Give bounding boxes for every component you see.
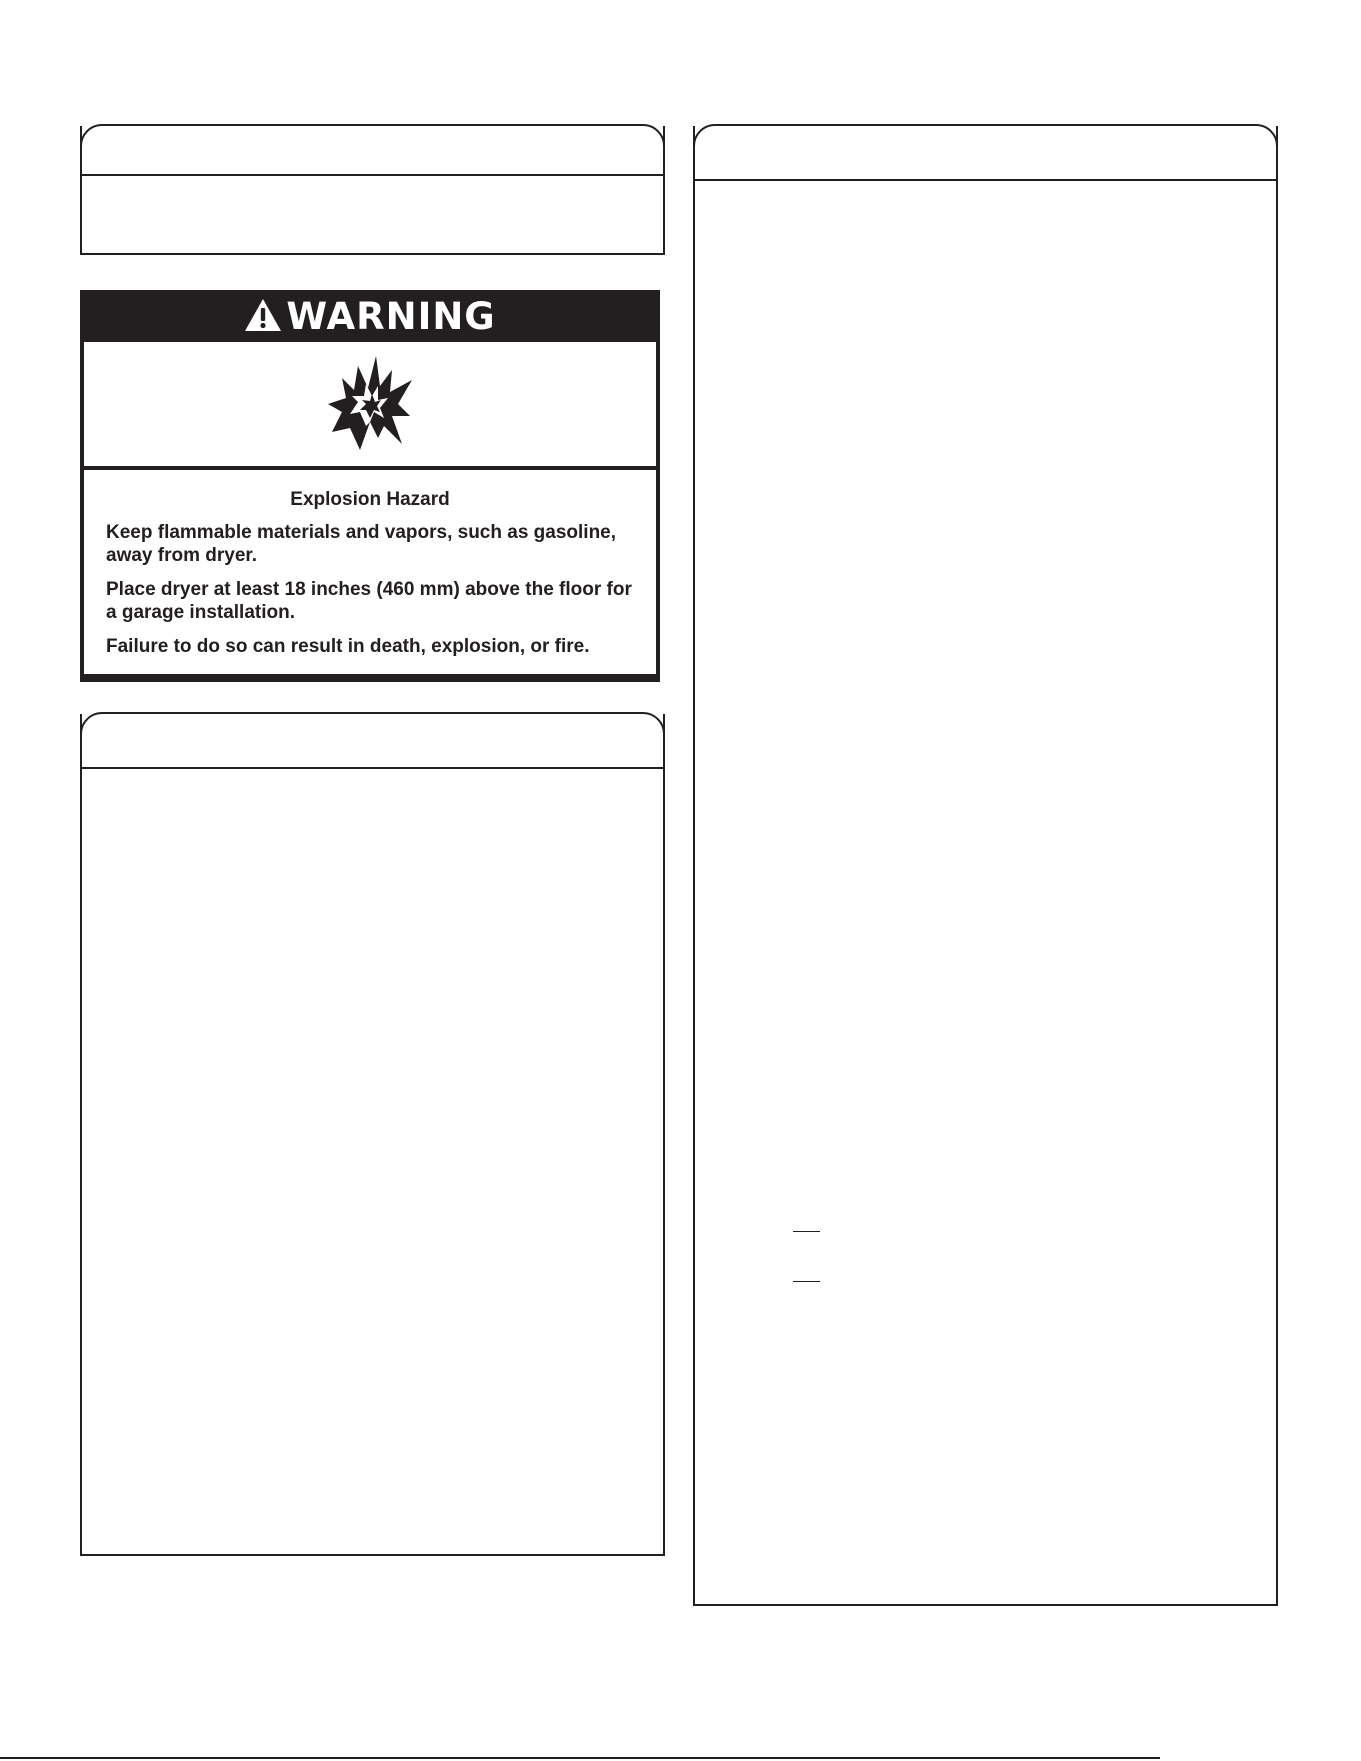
alert-triangle-icon bbox=[244, 298, 282, 332]
blank-underline bbox=[793, 1281, 820, 1282]
explosion-icon bbox=[320, 356, 420, 452]
top-left-section-header bbox=[80, 124, 665, 176]
blank-underline bbox=[793, 1231, 820, 1232]
bottom-left-section-panel bbox=[80, 714, 665, 1556]
warning-symbol-area bbox=[84, 342, 656, 466]
right-section-panel bbox=[693, 126, 1278, 1606]
warning-signal-word: WARNING bbox=[286, 294, 496, 338]
warning-text-area bbox=[84, 470, 656, 674]
footer-rule bbox=[0, 1757, 1160, 1759]
warning-line-consequence: Failure to do so can result in death, explosion, or fire. bbox=[106, 636, 590, 657]
top-left-section-panel bbox=[80, 126, 665, 255]
bottom-left-section-header bbox=[80, 712, 665, 769]
warning-box bbox=[80, 290, 660, 682]
warning-line-flammable: Keep flammable materials and vapors, such as gasoline, away from dryer. bbox=[106, 522, 617, 566]
warning-line-garage: Place dryer at least 18 inches (460 mm) above the floor for a garage installation. bbox=[106, 579, 632, 623]
right-section-header bbox=[693, 124, 1278, 181]
hazard-title: Explosion Hazard bbox=[290, 489, 450, 510]
warning-header bbox=[84, 290, 656, 342]
